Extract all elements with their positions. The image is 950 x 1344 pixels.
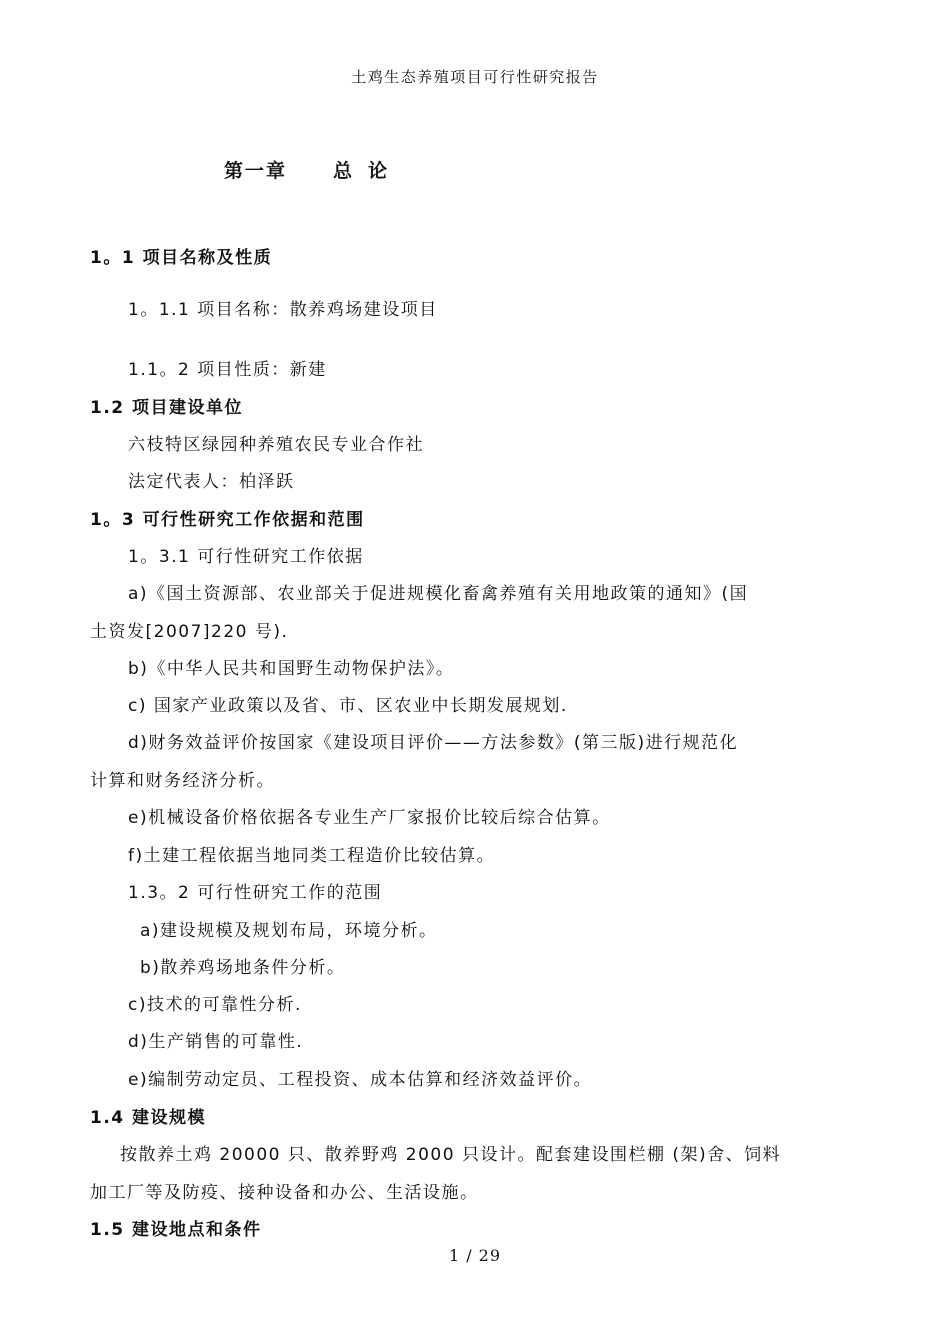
list-item-c: c) 国家产业政策以及省、市、区农业中长期发展规划. [128, 696, 568, 716]
paragraph-legal-rep: 法定代表人：柏泽跃 [128, 472, 295, 492]
list-item-a-continued: 土资发[2007]220 号). [90, 622, 289, 642]
scope-item-d: d)生产销售的可靠性. [128, 1032, 304, 1052]
list-item-e: e)机械设备价格依据各专业生产厂家报价比较后综合估算。 [128, 808, 611, 828]
chapter-number: 第一章 [224, 160, 288, 182]
section-heading-1-5: 1.5 建设地点和条件 [90, 1220, 262, 1240]
subsection-1-1-2: 1.1。2 项目性质：新建 [128, 360, 327, 380]
paragraph-scale: 按散养土鸡 20000 只、散养野鸡 2000 只设计。配套建设围栏棚 (架)舍、饲料 [120, 1145, 782, 1165]
chapter-title-part-1: 总 [333, 160, 355, 182]
list-item-a: a)《国土资源部、农业部关于促进规模化畜禽养殖有关用地政策的通知》(国 [128, 584, 749, 604]
scope-item-b: b)散养鸡场地条件分析。 [140, 958, 346, 978]
list-item-d-continued: 计算和财务经济分析。 [90, 771, 275, 791]
list-item-b: b)《中华人民共和国野生动物保护法》。 [128, 659, 455, 679]
running-header: 土鸡生态养殖项目可行性研究报告 [351, 68, 599, 86]
subsection-1-3-1: 1。3.1 可行性研究工作依据 [128, 547, 364, 567]
subsection-1-1-1: 1。1.1 项目名称：散养鸡场建设项目 [128, 300, 438, 320]
scope-item-c: c)技术的可靠性分析. [128, 995, 302, 1015]
scope-item-e: e)编制劳动定员、工程投资、成本估算和经济效益评价。 [128, 1070, 593, 1090]
chapter-title [224, 160, 389, 182]
paragraph-scale-continued: 加工厂等及防疫、接种设备和办公、生活设施。 [90, 1183, 479, 1203]
paragraph-unit-name: 六枝特区绿园种养殖农民专业合作社 [128, 435, 424, 455]
section-heading-1-2: 1.2 项目建设单位 [90, 398, 244, 418]
section-heading-1-1: 1。1 项目名称及性质 [90, 248, 273, 268]
section-heading-1-4: 1.4 建设规模 [90, 1108, 207, 1128]
list-item-f: f)土建工程依据当地同类工程造价比较估算。 [128, 846, 496, 866]
chapter-title-part-2: 论 [368, 160, 390, 182]
list-item-d: d)财务效益评价按国家《建设项目评价——方法参数》(第三版)进行规范化 [128, 733, 739, 753]
page-number: 1 / 29 [448, 1246, 502, 1265]
subsection-1-3-2: 1.3。2 可行性研究工作的范围 [128, 883, 383, 903]
scope-item-a: a)建设规模及规划布局，环境分析。 [140, 921, 438, 941]
section-heading-1-3: 1。3 可行性研究工作依据和范围 [90, 510, 365, 530]
